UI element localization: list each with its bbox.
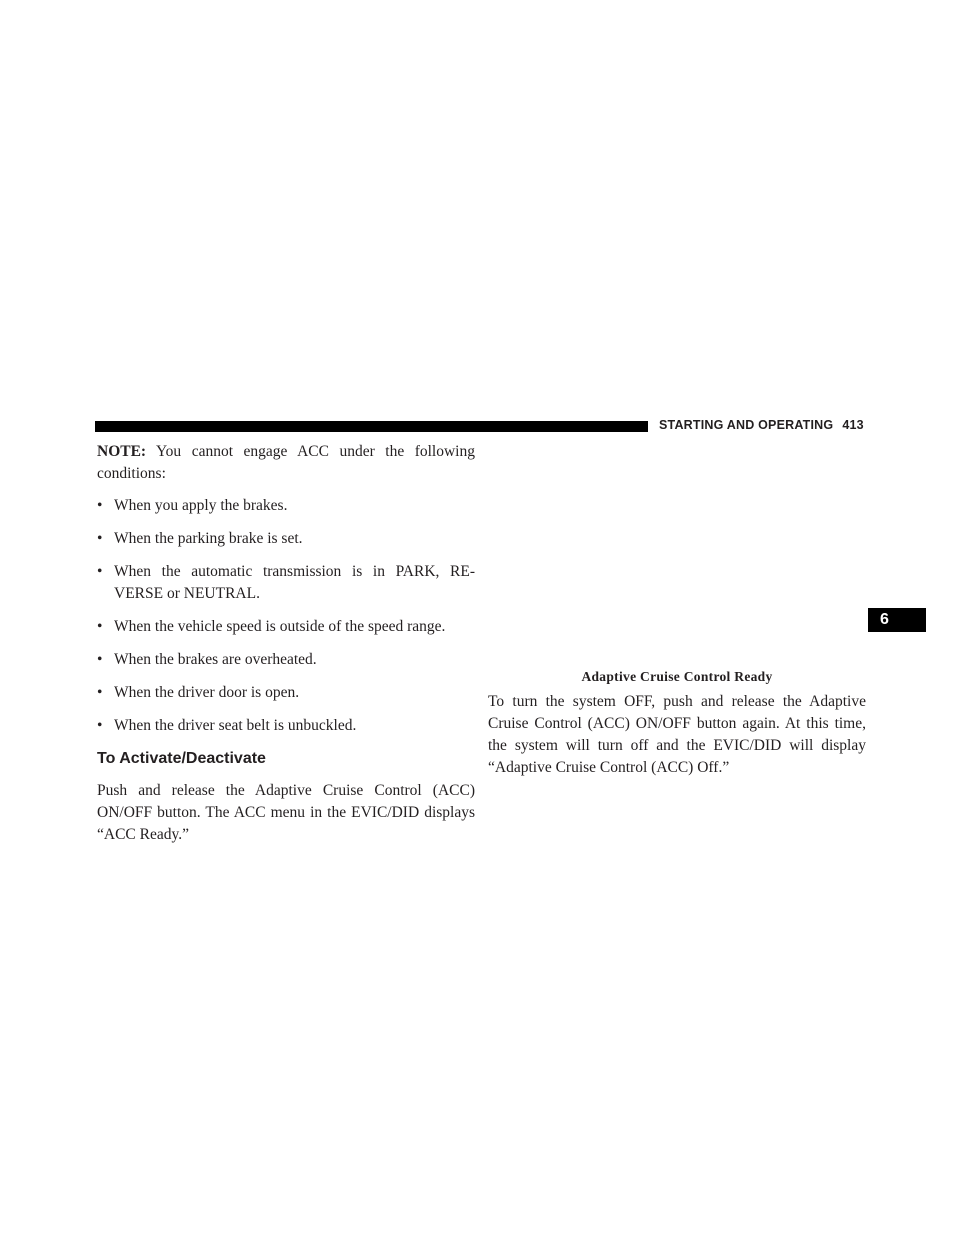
bullet-icon: • bbox=[97, 651, 103, 668]
right-column bbox=[488, 666, 866, 779]
list-item: • When the automatic transmission is in PARK, RE- VERSE or NEUTRAL. bbox=[97, 563, 475, 602]
bullet-icon: • bbox=[97, 684, 103, 701]
conditions-list bbox=[97, 495, 475, 737]
bullet-icon: • bbox=[97, 530, 103, 547]
section-title: STARTING AND OPERATING bbox=[659, 418, 834, 432]
bullet-icon: • bbox=[97, 563, 103, 580]
list-item: • When the driver seat belt is unbuckled. bbox=[97, 715, 475, 737]
bullet-icon: • bbox=[97, 497, 103, 514]
list-item: • When the parking brake is set. bbox=[97, 528, 475, 550]
list-item: • When the brakes are overheated. bbox=[97, 649, 475, 671]
turn-off-paragraph: To turn the system OFF, push and release the Adaptive Cruise Control (ACC) ON/OFF button again. At this time, the system will turn off and the EVIC/DID will display “Adaptive Cruise Control (ACC) Off.” bbox=[488, 693, 866, 776]
figure-caption: Adaptive Cruise Control Ready bbox=[581, 669, 773, 684]
page-number: 413 bbox=[842, 418, 864, 432]
bullet-icon: • bbox=[97, 717, 103, 734]
activate-paragraph: Push and release the Adaptive Cruise Control (ACC) ON/OFF button. The ACC menu in the EVIC/DID displays “ACC Ready.” bbox=[97, 782, 475, 843]
note-label: NOTE: bbox=[97, 443, 147, 460]
list-item: • When you apply the brakes. bbox=[97, 495, 475, 517]
section-heading: To Activate/Deactivate bbox=[97, 750, 266, 767]
left-column bbox=[97, 441, 475, 846]
note-text: You cannot engage ACC under the following conditions: bbox=[97, 443, 475, 482]
bullet-icon: • bbox=[97, 618, 103, 635]
note-paragraph bbox=[97, 441, 475, 485]
chapter-tab: 6 bbox=[868, 608, 926, 632]
list-item: • When the driver door is open. bbox=[97, 682, 475, 704]
running-header bbox=[659, 418, 864, 432]
header-rule bbox=[95, 421, 648, 432]
list-item: • When the vehicle speed is outside of the speed range. bbox=[97, 616, 475, 638]
